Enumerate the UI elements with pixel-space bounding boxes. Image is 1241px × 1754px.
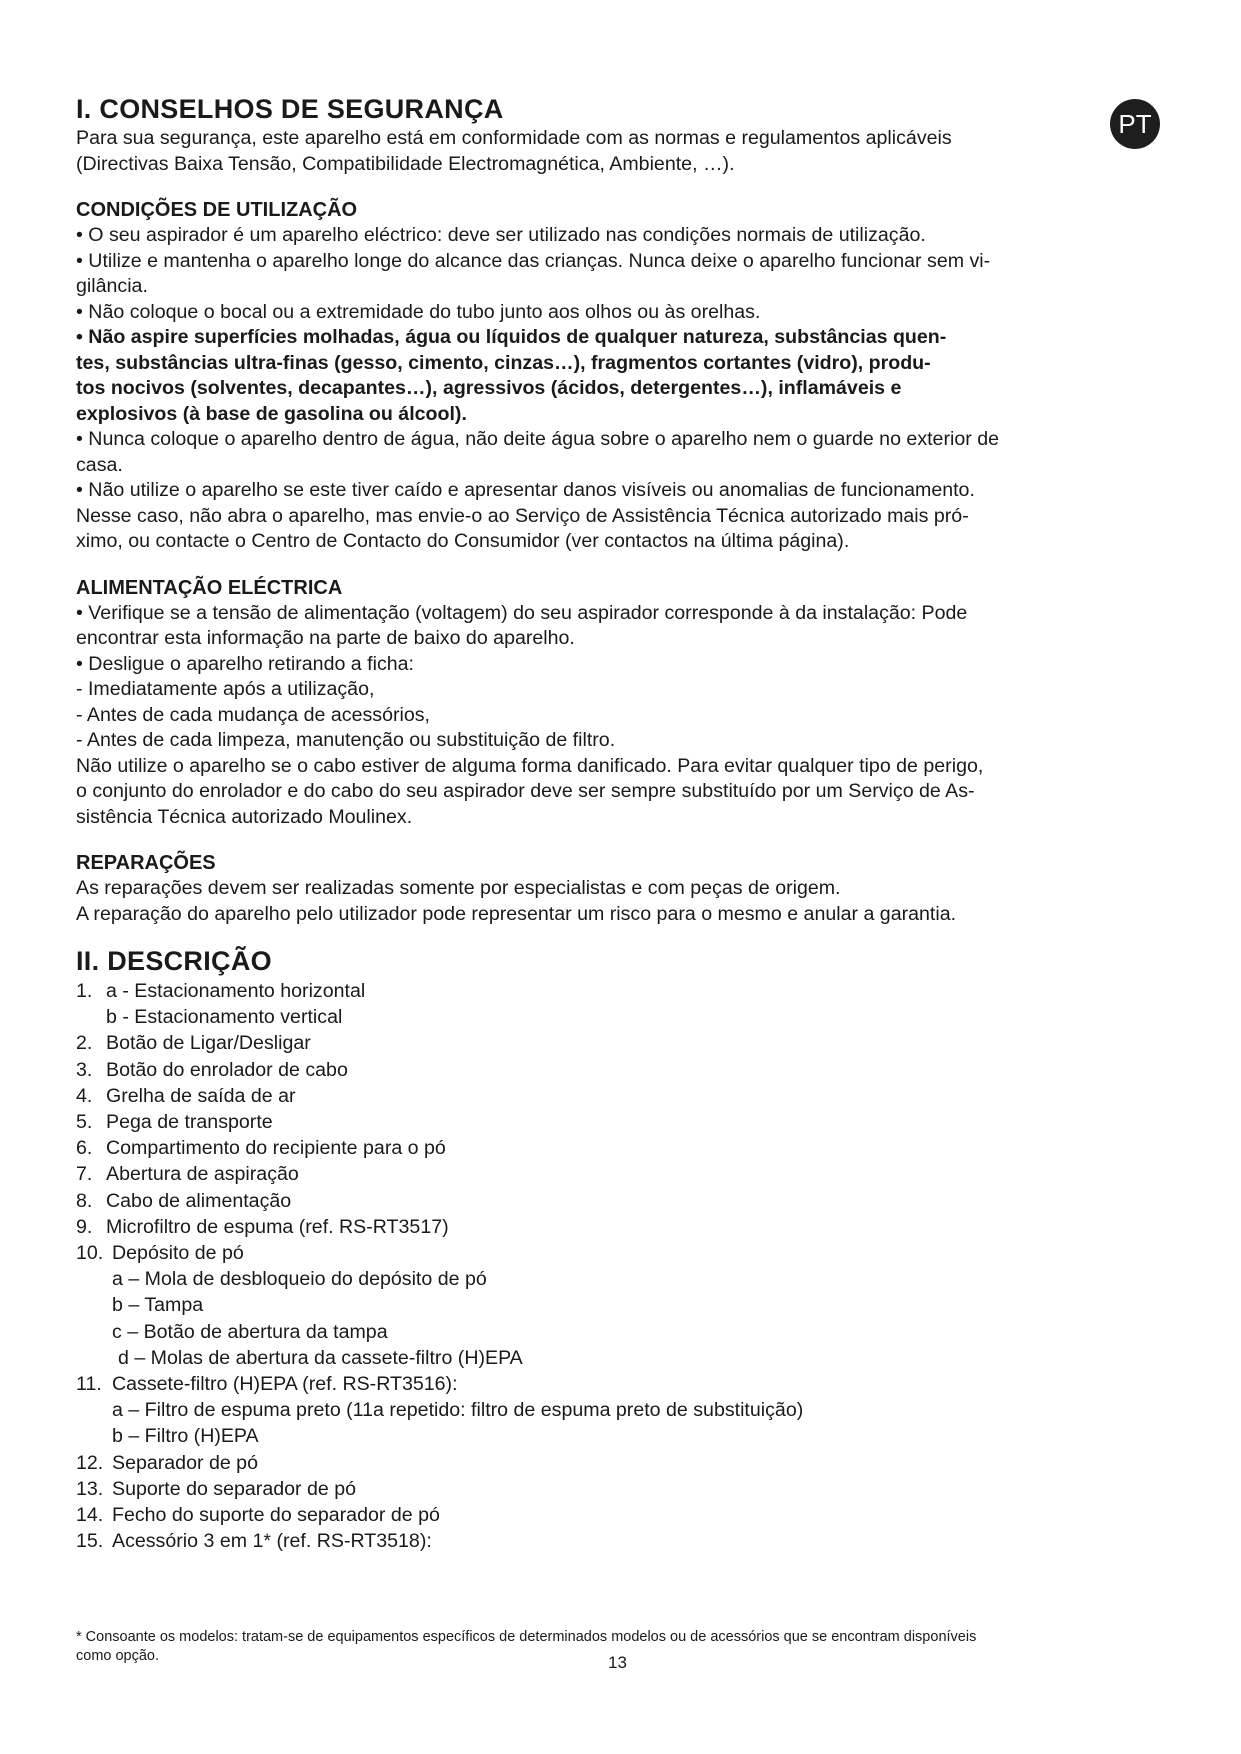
text-line: sistência Técnica autorizado Moulinex. bbox=[76, 805, 413, 828]
intro-line: (Directivas Baixa Tensão, Compatibilidade Electromagnética, Ambiente, …). bbox=[76, 152, 735, 175]
list-item: 6. Compartimento do recipiente para o pó bbox=[76, 1137, 446, 1160]
text-line: o conjunto do enrolador e do cabo do seu aspirador deve ser sempre substituído por um Serviço de As- bbox=[76, 780, 975, 802]
list-item: 5. Pega de transporte bbox=[76, 1111, 273, 1134]
warning-line: tos nocivos (solventes, decapantes…), agressivos (ácidos, detergentes…), inflamáveis e bbox=[76, 377, 902, 399]
text-line: gilância. bbox=[76, 275, 148, 297]
list-item: a – Filtro de espuma preto (11a repetido: filtro de espuma preto de substituição) bbox=[112, 1399, 804, 1422]
list-item: c – Botão de abertura da tampa bbox=[112, 1320, 388, 1343]
language-badge: PT bbox=[1110, 99, 1160, 149]
list-item: 1. a - Estacionamento horizontal bbox=[76, 980, 366, 1002]
text-line: ximo, ou contacte o Centro de Contacto do Consumidor (ver contactos na última página). bbox=[76, 530, 850, 552]
text-line: • Utilize e mantenha o aparelho longe do alcance das crianças. Nunca deixe o aparelho funcionar sem vi- bbox=[76, 249, 991, 272]
text-line: Nesse caso, não abra o aparelho, mas envie-o ao Serviço de Assistência Técnica autorizado mais pró- bbox=[76, 504, 969, 527]
text-line: - Antes de cada limpeza, manutenção ou substituição de filtro. bbox=[76, 729, 616, 751]
list-item: b – Tampa bbox=[112, 1294, 204, 1317]
list-item: a – Mola de desbloqueio do depósito de pó bbox=[112, 1268, 487, 1291]
list-item: 4. Grelha de saída de ar bbox=[76, 1084, 296, 1107]
list-item: 11. Cassete-filtro (H)EPA (ref. RS-RT3516): bbox=[76, 1373, 458, 1396]
list-item: 2. Botão de Ligar/Desligar bbox=[76, 1032, 311, 1055]
footnote-line: como opção. bbox=[76, 1648, 160, 1664]
page-number: 13 bbox=[608, 1653, 627, 1672]
intro-line: Para sua segurança, este aparelho está em conformidade com as normas e regulamentos aplicáveis bbox=[76, 127, 952, 149]
page-content bbox=[76, 92, 1176, 1554]
text-line: As reparações devem ser realizadas somente por especialistas e com peças de origem. bbox=[76, 877, 841, 899]
heading-power: ALIMENTAÇÃO ELÉCTRICA bbox=[76, 576, 343, 599]
warning-line: • Não aspire superfícies molhadas, água ou líquidos de qualquer natureza, substâncias quen- bbox=[76, 326, 947, 348]
list-item: 15. Acessório 3 em 1* (ref. RS-RT3518): bbox=[76, 1530, 432, 1553]
list-item: 7. Abertura de aspiração bbox=[76, 1163, 299, 1186]
list-item: 9. Microfiltro de espuma (ref. RS-RT3517) bbox=[76, 1215, 449, 1238]
list-item: 12. Separador de pó bbox=[76, 1451, 258, 1474]
list-item: 10. Depósito de pó bbox=[76, 1242, 244, 1265]
list-item: 3. Botão do enrolador de cabo bbox=[76, 1058, 348, 1081]
warning-line: explosivos (à base de gasolina ou álcool). bbox=[76, 402, 467, 425]
list-item: b – Filtro (H)EPA bbox=[112, 1425, 259, 1448]
heading-conditions: CONDIÇÕES DE UTILIZAÇÃO bbox=[76, 199, 358, 221]
list-item: d – Molas de abertura da cassete-filtro (H)EPA bbox=[118, 1346, 523, 1369]
text-line: A reparação do aparelho pelo utilizador pode representar um risco para o mesmo e anular a garantia. bbox=[76, 902, 957, 925]
list-item: b - Estacionamento vertical bbox=[106, 1006, 343, 1029]
parts-list bbox=[76, 978, 1176, 1554]
list-item: 8. Cabo de alimentação bbox=[76, 1189, 292, 1212]
text-line: • Nunca coloque o aparelho dentro de água, não deite água sobre o aparelho nem o guarde no exterior de bbox=[76, 428, 999, 450]
heading-repairs: REPARAÇÕES bbox=[76, 852, 216, 874]
text-line: • Não utilize o aparelho se este tiver caído e apresentar danos visíveis ou anomalias de funcionamento. bbox=[76, 479, 975, 501]
text-line: - Antes de cada mudança de acessórios, bbox=[76, 703, 430, 726]
section-title-safety: I. CONSELHOS DE SEGURANÇA bbox=[76, 94, 504, 124]
text-line: casa. bbox=[76, 453, 123, 476]
warning-line: tes, substâncias ultra-finas (gesso, cimento, cinzas…), fragmentos cortantes (vidro), produ- bbox=[76, 351, 931, 374]
text-line: • Não coloque o bocal ou a extremidade do tubo junto aos olhos ou às orelhas. bbox=[76, 300, 761, 323]
list-item: 13. Suporte do separador de pó bbox=[76, 1477, 357, 1500]
text-line: • Verifique se a tensão de alimentação (voltagem) do seu aspirador corresponde à da instalação: Pode bbox=[76, 601, 968, 624]
text-line: • Desligue o aparelho retirando a ficha: bbox=[76, 652, 414, 675]
text-line: Não utilize o aparelho se o cabo estiver de alguma forma danificado. Para evitar qualquer tipo de perigo, bbox=[76, 754, 984, 777]
text-line: • O seu aspirador é um aparelho eléctrico: deve ser utilizado nas condições normais de utilização. bbox=[76, 224, 926, 246]
text-line: - Imediatamente após a utilização, bbox=[76, 678, 375, 700]
list-item: 14. Fecho do suporte do separador de pó bbox=[76, 1504, 440, 1527]
text-line: encontrar esta informação na parte de baixo do aparelho. bbox=[76, 627, 575, 649]
section-title-description: II. DESCRIÇÃO bbox=[76, 946, 272, 976]
footnote-line: * Consoante os modelos: tratam-se de equipamentos específicos de determinados modelos ou de acessórios que se encontram disponíveis bbox=[76, 1629, 977, 1645]
